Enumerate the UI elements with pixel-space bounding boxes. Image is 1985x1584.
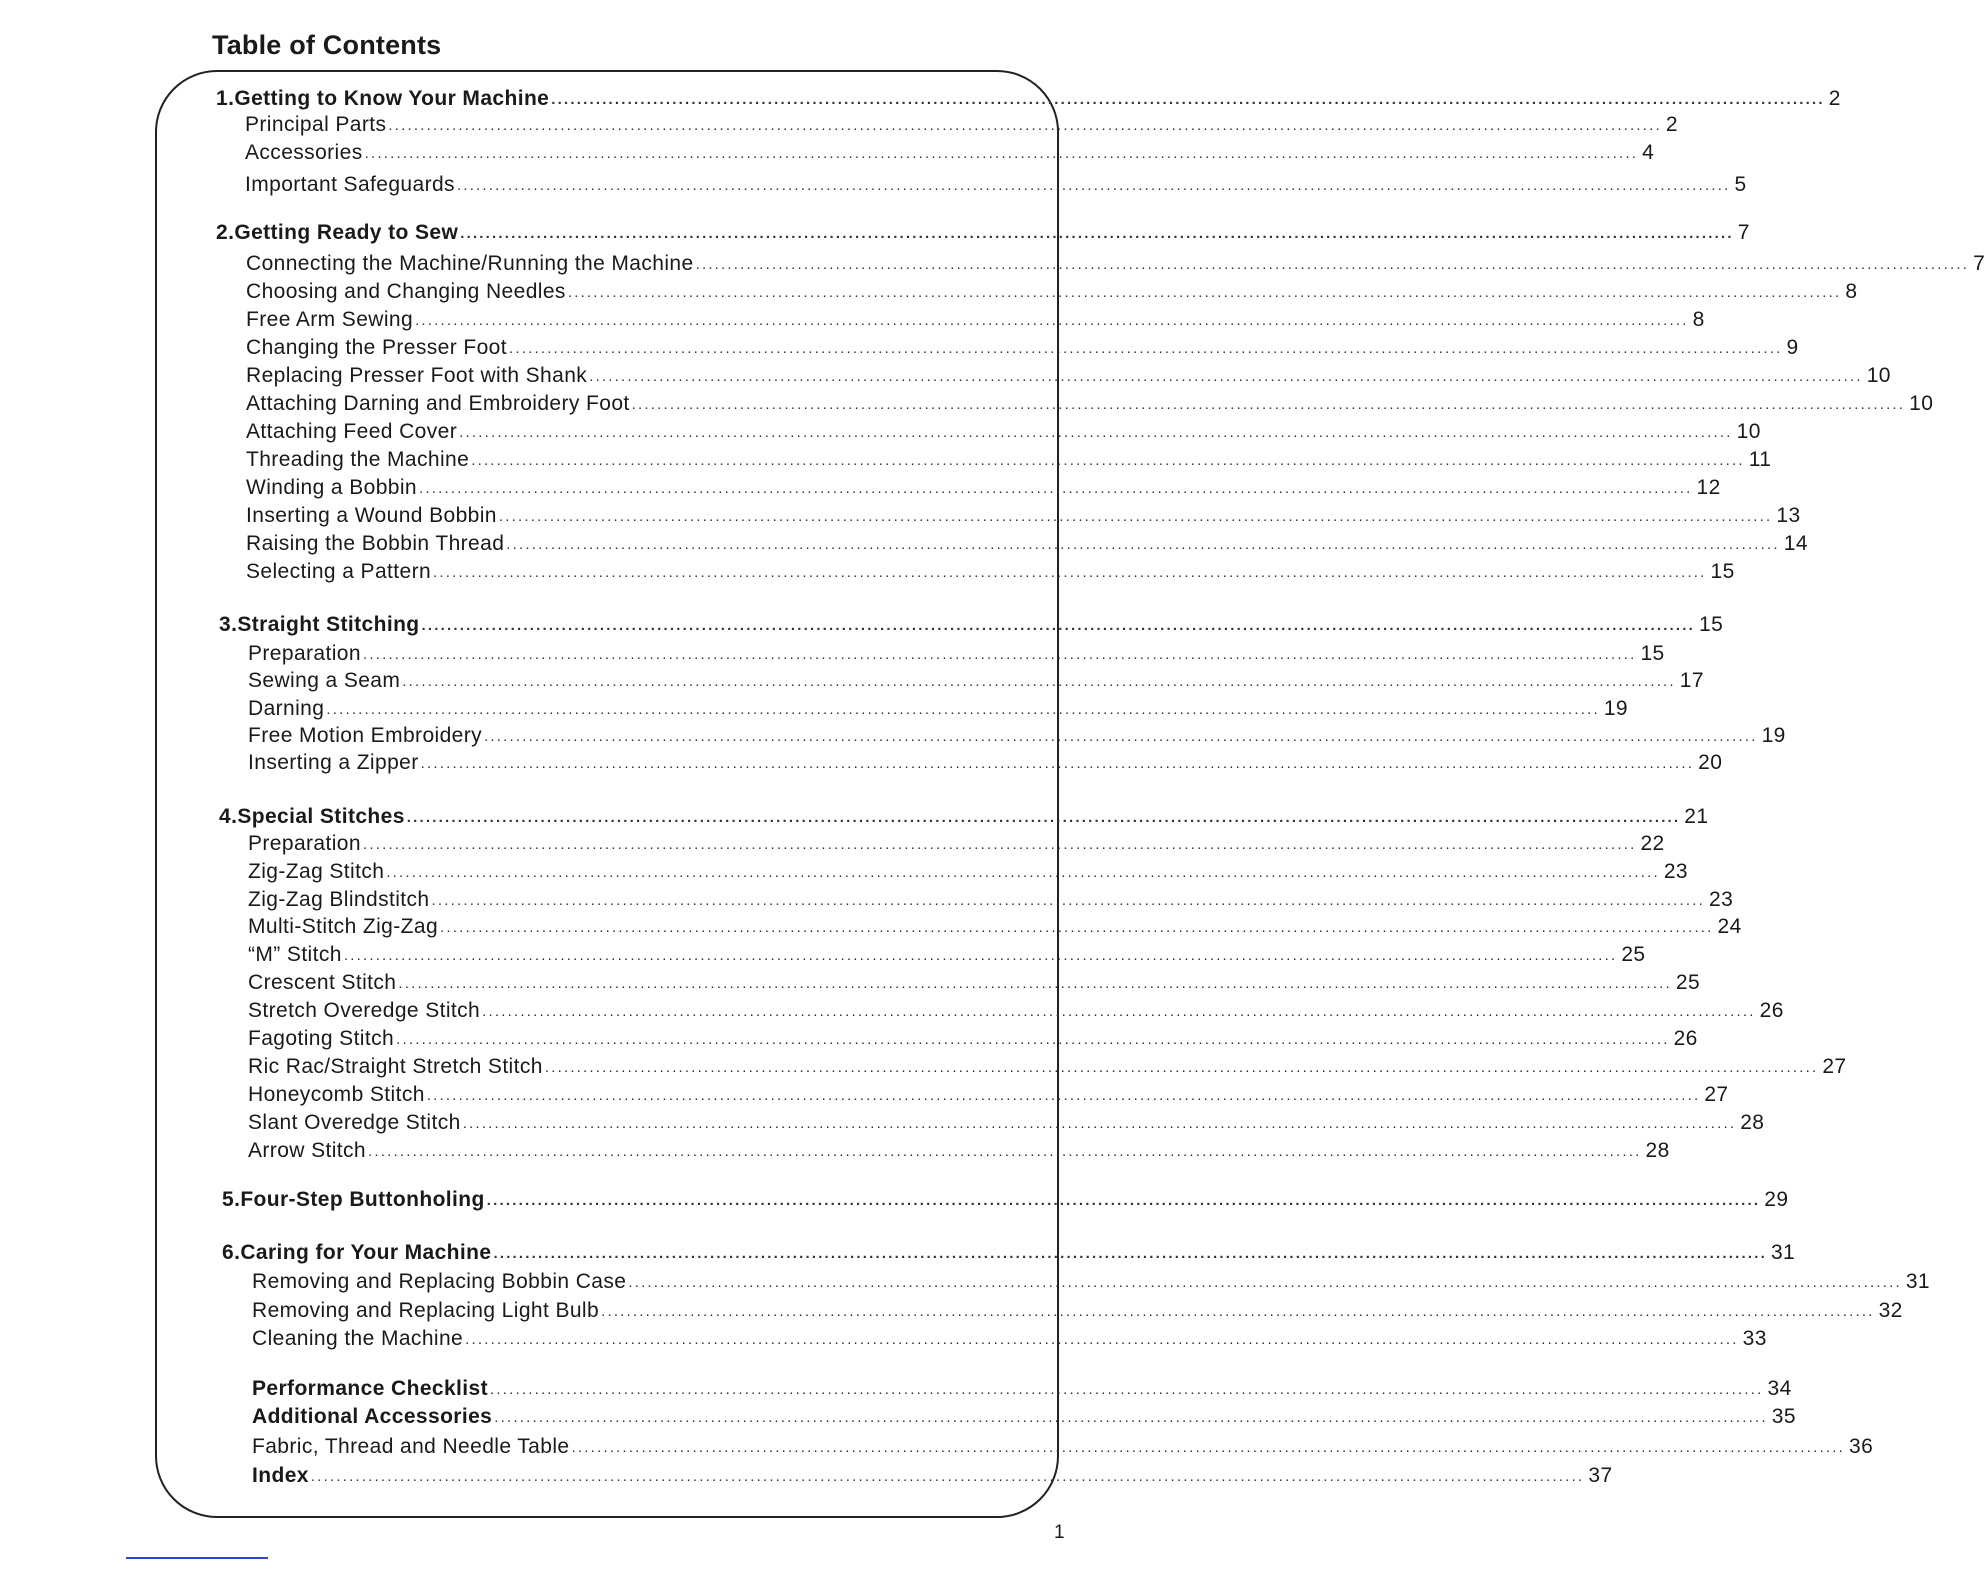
entry-label: Winding a Bobbin <box>246 476 418 499</box>
dot-leader: ........................................................................................................................................................................................................ <box>498 508 1773 525</box>
entry-page: 27 <box>1822 1055 1847 1078</box>
section-number: 5. <box>222 1188 241 1211</box>
dot-leader: ........................................................................................................................................................................................................ <box>494 1409 1768 1426</box>
dot-leader: ........................................................................................................................................................................................................ <box>456 177 1731 194</box>
toc-entry[interactable] <box>245 138 1655 166</box>
entry-label: Raising the Bobbin Thread <box>246 532 505 555</box>
entry-label: Stretch Overedge Stitch <box>248 999 481 1022</box>
dot-leader: ........................................................................................................................................................................................................ <box>601 1303 1875 1320</box>
dot-leader: ........................................................................................................................................................................................................ <box>628 1274 1902 1291</box>
toc-entry[interactable] <box>246 277 1858 305</box>
toc-entry[interactable] <box>246 417 1761 445</box>
entry-label: Inserting a Zipper <box>248 751 419 774</box>
toc-entry[interactable] <box>248 857 1688 885</box>
dot-leader: ........................................................................................................................................................................................................ <box>459 424 1733 441</box>
entry-page: 28 <box>1740 1111 1765 1134</box>
entry-label: Arrow Stitch <box>248 1139 366 1162</box>
entry-page: 5 <box>1734 173 1747 196</box>
entry-page: 26 <box>1673 1027 1698 1050</box>
dot-leader: ........................................................................................................................................................................................................ <box>508 340 1783 357</box>
toc-entry[interactable] <box>245 170 1747 198</box>
dot-leader: ........................................................................................................................................................................................................ <box>415 312 1689 329</box>
entry-label: Cleaning the Machine <box>252 1327 464 1350</box>
entry-page: 26 <box>1759 999 1784 1022</box>
toc-entry[interactable] <box>248 940 1646 968</box>
dot-leader: ........................................................................................................................................................................................................ <box>695 256 1970 273</box>
entry-page: 2 <box>1828 87 1841 110</box>
dot-leader: ........................................................................................................................................................................................................ <box>326 701 1600 718</box>
dot-leader: ........................................................................................................................................................................................................ <box>571 1439 1845 1456</box>
entry-label: Principal Parts <box>245 113 387 136</box>
entry-label: Attaching Feed Cover <box>246 420 458 443</box>
entry-page: 7 <box>1737 221 1750 244</box>
entry-label: Straight Stitching <box>237 613 420 636</box>
toc-section-heading[interactable] <box>222 1185 1789 1213</box>
dot-leader: ........................................................................................................................................................................................................ <box>551 91 1825 108</box>
dot-leader: ........................................................................................................................................................................................................ <box>343 947 1618 964</box>
entry-page: 25 <box>1621 943 1646 966</box>
toc-entry[interactable] <box>248 639 1665 667</box>
dot-leader: ........................................................................................................................................................................................................ <box>431 892 1705 909</box>
entry-page: 23 <box>1709 888 1734 911</box>
toc-entry[interactable] <box>246 529 1808 557</box>
entry-page: 2 <box>1665 113 1678 136</box>
entry-page: 23 <box>1663 860 1688 883</box>
toc-entry[interactable] <box>246 473 1721 501</box>
section-number: 2. <box>216 221 235 244</box>
entry-label: Getting Ready to Sew <box>234 221 459 244</box>
entry-label: Preparation <box>248 642 361 665</box>
toc-entry[interactable] <box>252 1267 1930 1295</box>
entry-label: Removing and Replacing Bobbin Case <box>252 1270 627 1293</box>
section-number: 3. <box>219 613 238 636</box>
entry-label: Four-Step Buttonholing <box>240 1188 485 1211</box>
entry-label: Selecting a Pattern <box>246 560 432 583</box>
dot-leader: ........................................................................................................................................................................................................ <box>490 1381 1764 1398</box>
toc-entry[interactable] <box>245 110 1678 138</box>
toc-entry[interactable] <box>248 829 1665 857</box>
toc-entry[interactable] <box>248 666 1704 694</box>
entry-page: 14 <box>1783 532 1808 555</box>
dot-leader: ........................................................................................................................................................................................................ <box>493 1245 1767 1262</box>
page-number: 1 <box>1054 1522 1065 1543</box>
dot-leader: ........................................................................................................................................................................................................ <box>484 728 1758 745</box>
toc-entry[interactable] <box>246 305 1705 333</box>
toc-appendix-entry[interactable] <box>252 1461 1613 1489</box>
dot-leader: ........................................................................................................................................................................................................ <box>631 396 1906 413</box>
entry-page: 37 <box>1588 1464 1613 1487</box>
entry-page: 4 <box>1642 141 1655 164</box>
entry-label: Multi-Stitch Zig-Zag <box>248 915 439 938</box>
entry-label: Index <box>252 1464 309 1487</box>
entry-page: 36 <box>1848 1435 1874 1458</box>
toc-entry[interactable] <box>248 694 1629 722</box>
dot-leader: ........................................................................................................................................................................................................ <box>465 1331 1739 1348</box>
entry-label: Free Arm Sewing <box>246 308 414 331</box>
entry-label: Important Safeguards <box>245 173 455 196</box>
toc-entry[interactable] <box>252 1296 1903 1324</box>
divider-line <box>126 1557 268 1559</box>
dot-leader: ........................................................................................................................................................................................................ <box>506 536 1780 553</box>
toc-entry[interactable] <box>246 249 1985 277</box>
entry-page: 28 <box>1645 1139 1670 1162</box>
toc-entry[interactable] <box>248 1108 1765 1136</box>
entry-label: Honeycomb Stitch <box>248 1083 425 1106</box>
toc-entry[interactable] <box>246 333 1799 361</box>
toc-appendix-entry[interactable] <box>252 1402 1796 1430</box>
dot-leader: ........................................................................................................................................................................................................ <box>460 225 1734 242</box>
toc-entry[interactable] <box>248 912 1742 940</box>
dot-leader: ........................................................................................................................................................................................................ <box>433 564 1707 581</box>
entry-label: “M” Stitch <box>248 943 342 966</box>
entry-page: 15 <box>1710 560 1735 583</box>
entry-label: Additional Accessories <box>252 1405 493 1428</box>
entry-page: 19 <box>1603 697 1629 720</box>
section-number: 6. <box>222 1241 241 1264</box>
entry-page: 32 <box>1878 1299 1903 1322</box>
dot-leader: ........................................................................................................................................................................................................ <box>396 1031 1670 1048</box>
dot-leader: ........................................................................................................................................................................................................ <box>386 864 1660 881</box>
toc-entry[interactable] <box>248 1080 1729 1108</box>
entry-label: Free Motion Embroidery <box>248 724 483 747</box>
entry-label: Crescent Stitch <box>248 971 397 994</box>
section-number: 1. <box>216 87 235 110</box>
entry-label: Removing and Replacing Light Bulb <box>252 1299 600 1322</box>
toc-entry[interactable] <box>248 1052 1847 1080</box>
entry-page: 12 <box>1696 476 1721 499</box>
toc-appendix-entry[interactable] <box>252 1374 1792 1402</box>
toc-entry[interactable] <box>246 557 1735 585</box>
entry-page: 24 <box>1717 915 1742 938</box>
entry-page: 31 <box>1770 1241 1796 1264</box>
dot-leader: ........................................................................................................................................................................................................ <box>567 284 1842 301</box>
entry-page: 21 <box>1684 805 1709 828</box>
entry-label: Fagoting Stitch <box>248 1027 395 1050</box>
toc-entry[interactable] <box>246 389 1934 417</box>
entry-label: Connecting the Machine/Running the Machine <box>246 252 694 275</box>
dot-leader: ........................................................................................................................................................................................................ <box>406 809 1681 826</box>
entry-page: 33 <box>1742 1327 1767 1350</box>
dot-leader: ........................................................................................................................................................................................................ <box>402 673 1676 690</box>
entry-page: 35 <box>1771 1405 1796 1428</box>
dot-leader: ........................................................................................................................................................................................................ <box>426 1087 1701 1104</box>
toc-entry[interactable] <box>248 1136 1670 1164</box>
toc-entry[interactable] <box>248 1024 1698 1052</box>
entry-page: 25 <box>1675 971 1701 994</box>
entry-label: Darning <box>248 697 325 720</box>
dot-leader: ........................................................................................................................................................................................................ <box>482 1003 1756 1020</box>
entry-label: Getting to Know Your Machine <box>234 87 550 110</box>
entry-page: 8 <box>1692 308 1705 331</box>
entry-page: 10 <box>1736 420 1761 443</box>
entry-label: Choosing and Changing Needles <box>246 280 566 303</box>
entry-page: 22 <box>1640 832 1665 855</box>
dot-leader: ........................................................................................................................................................................................................ <box>362 646 1637 663</box>
entry-page: 15 <box>1699 613 1724 636</box>
entry-page: 11 <box>1748 448 1772 471</box>
entry-label: Fabric, Thread and Needle Table <box>252 1435 570 1458</box>
dot-leader: ........................................................................................................................................................................................................ <box>462 1115 1737 1132</box>
entry-page: 10 <box>1909 392 1934 415</box>
toc-entry[interactable] <box>248 885 1734 913</box>
toc-section-heading[interactable] <box>219 802 1709 830</box>
entry-page: 15 <box>1640 642 1665 665</box>
entry-label: Changing the Presser Foot <box>246 336 507 359</box>
toc-entry[interactable] <box>252 1324 1767 1352</box>
toc-section-heading[interactable] <box>216 218 1750 246</box>
toc-section-heading[interactable] <box>216 84 1841 112</box>
entry-page: 10 <box>1866 364 1891 387</box>
entry-page: 20 <box>1698 751 1723 774</box>
entry-page: 34 <box>1767 1377 1792 1400</box>
entry-page: 17 <box>1679 669 1704 692</box>
dot-leader: ........................................................................................................................................................................................................ <box>420 755 1695 772</box>
dot-leader: ........................................................................................................................................................................................................ <box>398 975 1672 992</box>
dot-leader: ........................................................................................................................................................................................................ <box>544 1059 1819 1076</box>
toc-entry[interactable] <box>248 996 1784 1024</box>
section-number: 4. <box>219 805 238 828</box>
entry-page: 9 <box>1786 336 1799 359</box>
toc-section-heading[interactable] <box>219 610 1724 638</box>
entry-page: 19 <box>1761 724 1786 747</box>
entry-label: Accessories <box>245 141 363 164</box>
entry-label: Replacing Presser Foot with Shank <box>246 364 588 387</box>
toc-entry[interactable] <box>248 748 1723 776</box>
dot-leader: ........................................................................................................................................................................................................ <box>440 919 1714 936</box>
entry-label: Slant Overedge Stitch <box>248 1111 461 1134</box>
dot-leader: ........................................................................................................................................................................................................ <box>364 145 1639 162</box>
page-title: Table of Contents <box>212 30 442 60</box>
dot-leader: ........................................................................................................................................................................................................ <box>419 480 1693 497</box>
dot-leader: ........................................................................................................................................................................................................ <box>421 617 1696 634</box>
entry-label: Caring for Your Machine <box>240 1241 492 1264</box>
toc-entry[interactable] <box>246 445 1772 473</box>
entry-page: 29 <box>1764 1188 1789 1211</box>
dot-leader: ........................................................................................................................................................................................................ <box>368 1143 1642 1160</box>
toc-entry[interactable] <box>248 968 1701 996</box>
dot-leader: ........................................................................................................................................................................................................ <box>589 368 1863 385</box>
entry-page: 31 <box>1905 1270 1930 1293</box>
dot-leader: ........................................................................................................................................................................................................ <box>362 836 1637 853</box>
entry-label: Sewing a Seam <box>248 669 401 692</box>
toc-entry[interactable] <box>248 721 1786 749</box>
entry-page: 13 <box>1776 504 1801 527</box>
toc-entry[interactable] <box>246 361 1891 389</box>
entry-label: Special Stitches <box>237 805 405 828</box>
entry-label: Inserting a Wound Bobbin <box>246 504 497 527</box>
entry-page: 7 <box>1973 252 1985 275</box>
toc-section-heading[interactable] <box>222 1238 1796 1266</box>
entry-label: Preparation <box>248 832 361 855</box>
entry-page: 27 <box>1704 1083 1729 1106</box>
dot-leader: ........................................................................................................................................................................................................ <box>471 452 1745 469</box>
entry-label: Zig-Zag Stitch <box>248 860 385 883</box>
entry-label: Attaching Darning and Embroidery Foot <box>246 392 630 415</box>
entry-page: 8 <box>1845 280 1858 303</box>
entry-label: Threading the Machine <box>246 448 470 471</box>
toc-entry[interactable] <box>246 501 1801 529</box>
toc-appendix-entry[interactable] <box>252 1432 1874 1460</box>
entry-label: Zig-Zag Blindstitch <box>248 888 430 911</box>
dot-leader: ........................................................................................................................................................................................................ <box>486 1192 1761 1209</box>
entry-label: Ric Rac/Straight Stretch Stitch <box>248 1055 543 1078</box>
dot-leader: ........................................................................................................................................................................................................ <box>310 1468 1585 1485</box>
dot-leader: ........................................................................................................................................................................................................ <box>388 117 1662 134</box>
entry-label: Performance Checklist <box>252 1377 488 1400</box>
